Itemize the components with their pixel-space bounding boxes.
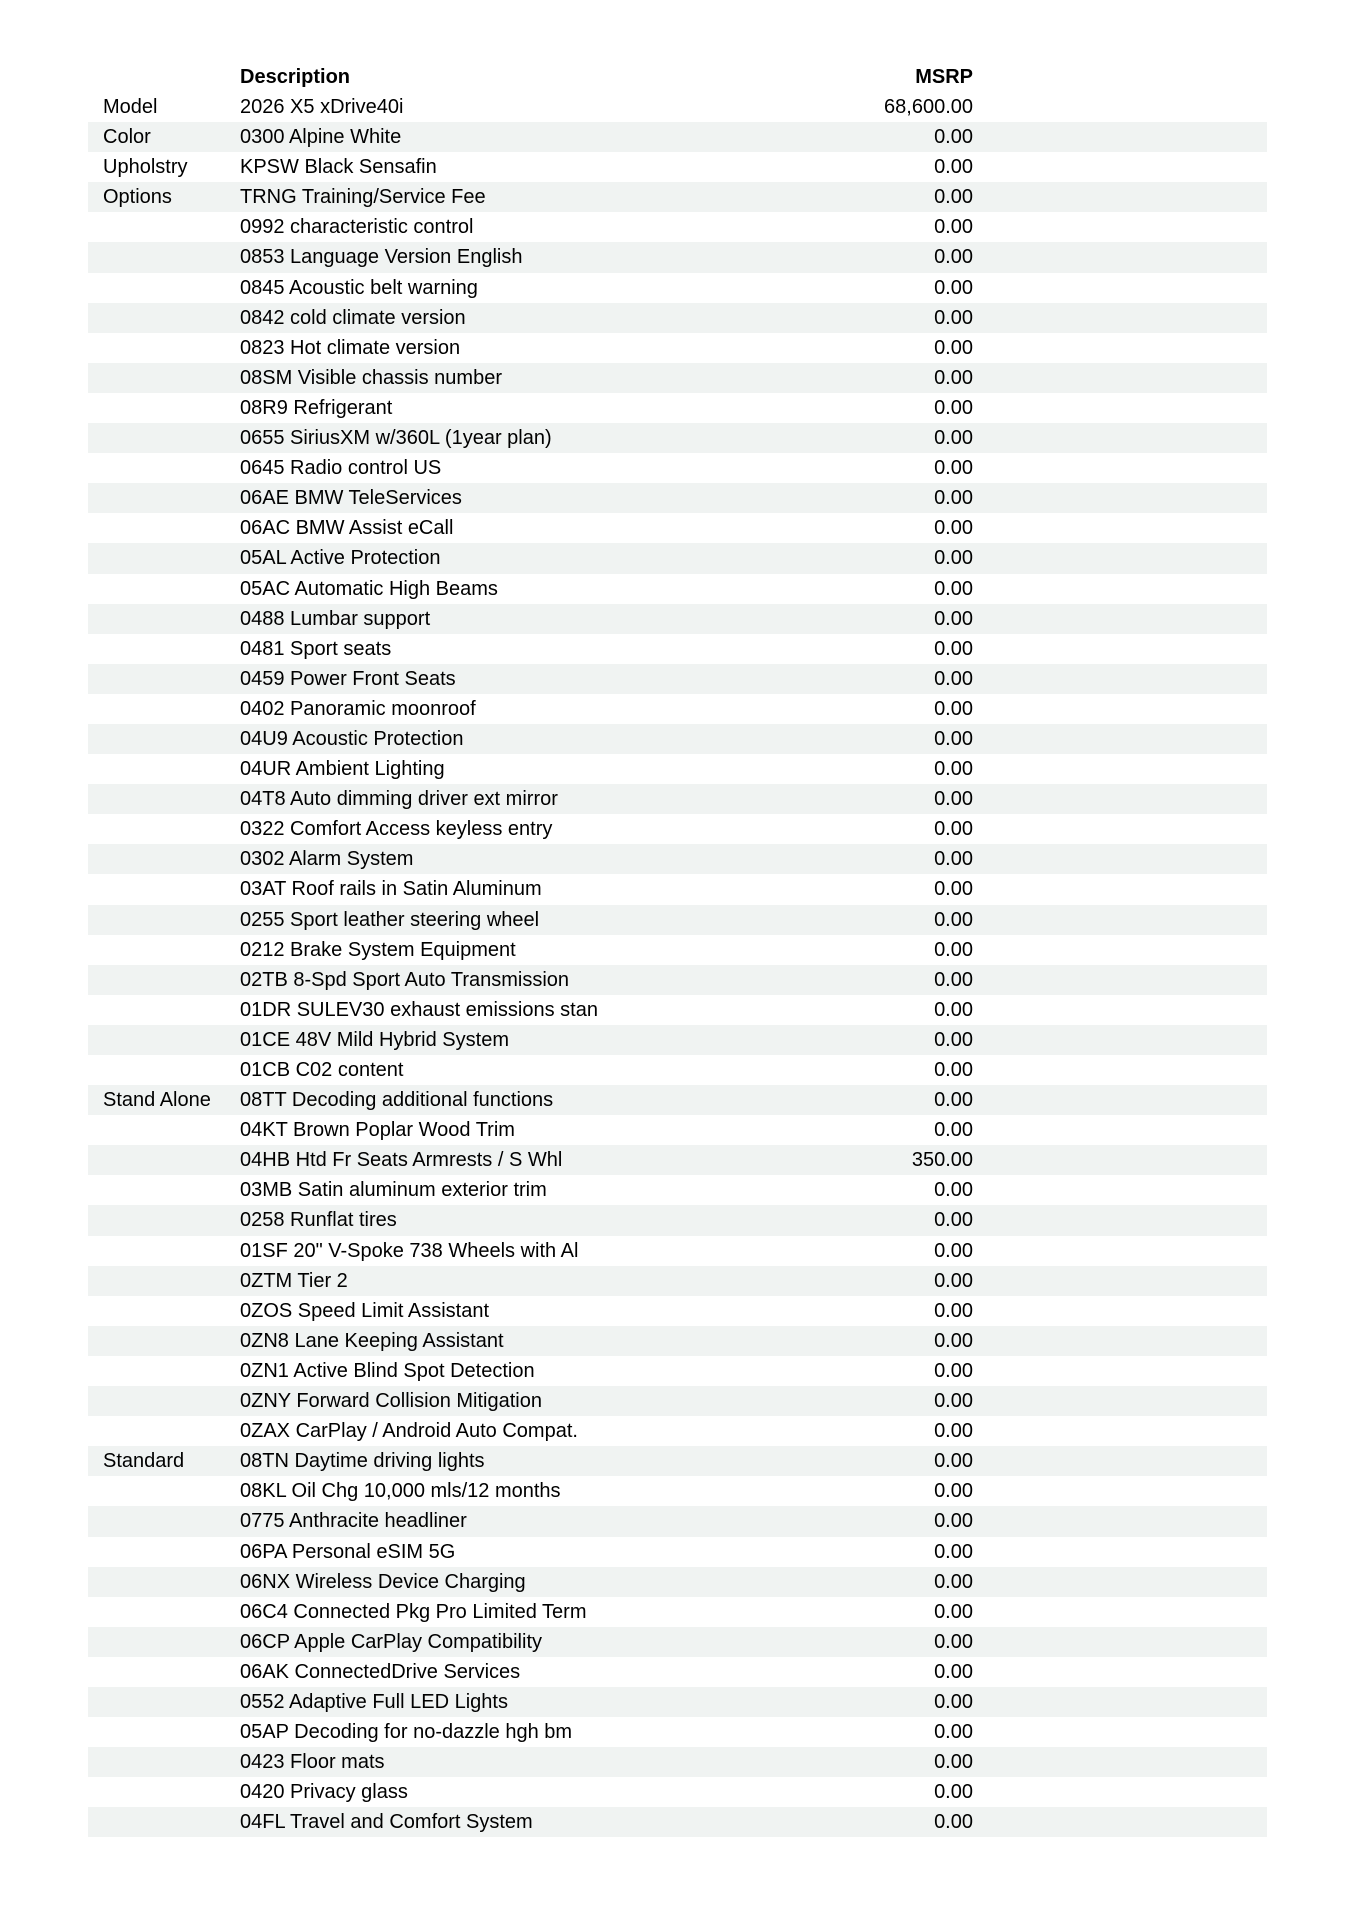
row-category [88,1416,240,1446]
row-description: 02TB 8-Spd Sport Auto Transmission [240,968,570,991]
row-category [88,1055,240,1085]
row-description: 05AL Active Protection [240,547,441,570]
table-row [88,1055,1267,1085]
row-filler [973,363,1267,393]
row-filler [973,814,1267,844]
row-msrp: 0.00 [934,186,973,209]
row-filler [973,634,1267,664]
row-category [88,393,240,423]
row-description: 0402 Panoramic moonroof [240,697,476,720]
row-category [88,574,240,604]
table-row [88,1567,1267,1597]
row-description: 0322 Comfort Access keyless entry [240,818,553,841]
row-category [88,333,240,363]
row-filler [973,995,1267,1025]
row-msrp: 0.00 [934,1329,973,1352]
row-filler [973,604,1267,634]
table-body [88,92,1267,1837]
row-msrp: 0.00 [934,998,973,1021]
row-filler [973,574,1267,604]
row-msrp: 0.00 [934,1510,973,1533]
row-msrp: 0.00 [934,818,973,841]
row-filler [973,1597,1267,1627]
row-category [88,1145,240,1175]
row-msrp: 68,600.00 [884,96,973,118]
table-header-row [88,62,1267,92]
row-category [88,1025,240,1055]
row-msrp: 0.00 [934,487,973,510]
row-msrp: 0.00 [934,1570,973,1593]
table-row [88,1446,1267,1476]
row-filler [973,1175,1267,1205]
table-row [88,1687,1267,1717]
row-category [88,513,240,543]
row-msrp: 0.00 [934,788,973,811]
table-row [88,393,1267,423]
row-description: 0853 Language Version English [240,246,523,269]
table-row [88,754,1267,784]
row-msrp: 0.00 [934,1119,973,1142]
row-category [88,273,240,303]
row-filler [973,182,1267,212]
table-row [88,905,1267,935]
table-row [88,333,1267,363]
row-description: 08TN Daytime driving lights [240,1450,485,1473]
row-filler [973,1657,1267,1687]
row-description: 01SF 20" V-Spoke 738 Wheels with Al [240,1239,579,1262]
row-filler [973,754,1267,784]
row-description: 0481 Sport seats [240,637,392,660]
row-description: 0775 Anthracite headliner [240,1510,467,1533]
row-description: 06AK ConnectedDrive Services [240,1660,521,1683]
row-msrp: 0.00 [934,156,973,179]
row-description: 04KT Brown Poplar Wood Trim [240,1119,515,1142]
table-row [88,1627,1267,1657]
table-row [88,1717,1267,1747]
equipment-pricing-sheet [88,62,1267,1837]
row-description: 0ZTM Tier 2 [240,1269,348,1292]
row-category [88,1326,240,1356]
table-row [88,1416,1267,1446]
row-category [88,724,240,754]
row-category [88,1747,240,1777]
table-row [88,1356,1267,1386]
row-msrp: 0.00 [934,1359,973,1382]
row-description: 0212 Brake System Equipment [240,938,516,961]
row-filler [973,1627,1267,1657]
row-filler [973,784,1267,814]
row-description: 03MB Satin aluminum exterior trim [240,1179,547,1202]
table-row [88,784,1267,814]
row-filler [973,423,1267,453]
row-category: Options [103,186,172,209]
row-msrp: 0.00 [934,1089,973,1112]
table-row [88,92,1267,122]
row-filler [973,152,1267,182]
row-category [88,905,240,935]
row-filler [973,1476,1267,1506]
row-filler [973,874,1267,904]
row-filler [973,543,1267,573]
row-filler [973,513,1267,543]
row-filler [973,1747,1267,1777]
table-row [88,1777,1267,1807]
row-msrp: 0.00 [934,1721,973,1744]
row-filler [973,273,1267,303]
table-row [88,995,1267,1025]
table-row [88,1657,1267,1687]
row-msrp: 0.00 [934,637,973,660]
row-category [88,634,240,664]
table-row [88,1807,1267,1837]
row-msrp: 0.00 [934,1269,973,1292]
row-category [88,1296,240,1326]
row-description: 0ZN1 Active Blind Spot Detection [240,1359,535,1382]
row-description: 0845 Acoustic belt warning [240,276,478,299]
row-msrp: 0.00 [934,306,973,329]
row-msrp: 0.00 [934,878,973,901]
row-description: 0488 Lumbar support [240,607,431,630]
header-category-spacer [88,62,240,92]
table-row [88,1326,1267,1356]
row-description: 08SM Visible chassis number [240,366,502,389]
row-msrp: 0.00 [934,366,973,389]
row-description: 03AT Roof rails in Satin Aluminum [240,878,542,901]
table-row [88,844,1267,874]
row-category [88,423,240,453]
row-msrp: 0.00 [934,216,973,239]
row-category [88,1657,240,1687]
row-description: 06AC BMW Assist eCall [240,517,454,540]
row-category [88,1807,240,1837]
row-category [88,303,240,333]
row-category [88,1506,240,1536]
row-msrp: 0.00 [934,517,973,540]
row-filler [973,1326,1267,1356]
row-category: Stand Alone [103,1089,211,1112]
row-description: 05AP Decoding for no-dazzle hgh bm [240,1721,573,1744]
row-filler [973,242,1267,272]
row-msrp: 0.00 [934,727,973,750]
row-category [88,874,240,904]
row-msrp: 0.00 [934,607,973,630]
table-row [88,1476,1267,1506]
row-category [88,1205,240,1235]
table-row [88,212,1267,242]
row-msrp: 0.00 [934,908,973,931]
table-row [88,1025,1267,1055]
row-category [88,814,240,844]
row-category: Model [103,96,158,118]
row-filler [973,122,1267,152]
row-msrp: 0.00 [934,1420,973,1443]
table-row [88,182,1267,212]
row-description: 0ZOS Speed Limit Assistant [240,1299,490,1322]
row-category [88,453,240,483]
row-msrp: 0.00 [934,1480,973,1503]
row-filler [973,1055,1267,1085]
table-row [88,513,1267,543]
row-msrp: 0.00 [934,246,973,269]
row-description: 0823 Hot climate version [240,336,461,359]
table-row [88,152,1267,182]
row-filler [973,1356,1267,1386]
row-category [88,1597,240,1627]
row-msrp: 0.00 [934,1600,973,1623]
row-filler [973,965,1267,995]
row-msrp: 0.00 [934,1239,973,1262]
row-category [88,543,240,573]
row-filler [973,1717,1267,1747]
row-description: 0300 Alpine White [240,126,402,149]
row-filler [973,1115,1267,1145]
row-filler [973,935,1267,965]
row-filler [973,1205,1267,1235]
row-msrp: 0.00 [934,396,973,419]
row-category [88,1627,240,1657]
row-msrp: 0.00 [934,1540,973,1563]
row-category [88,242,240,272]
row-filler [973,724,1267,754]
table-row [88,1145,1267,1175]
row-msrp: 0.00 [934,1450,973,1473]
row-category: Standard [103,1450,185,1473]
row-description: 06NX Wireless Device Charging [240,1570,526,1593]
row-description: 08KL Oil Chg 10,000 mls/12 months [240,1480,561,1503]
row-category [88,483,240,513]
row-msrp: 0.00 [934,577,973,600]
table-row [88,122,1267,152]
row-category [88,1356,240,1386]
row-description: 0ZN8 Lane Keeping Assistant [240,1329,504,1352]
row-filler [973,844,1267,874]
row-msrp: 0.00 [934,1028,973,1051]
row-category [88,1386,240,1416]
row-msrp: 0.00 [934,758,973,781]
row-category: Upholstry [103,156,188,179]
row-category [88,1717,240,1747]
row-description: 01DR SULEV30 exhaust emissions stan [240,998,598,1021]
row-description: 04T8 Auto dimming driver ext mirror [240,788,558,811]
row-msrp: 0.00 [934,1690,973,1713]
row-description: 0552 Adaptive Full LED Lights [240,1690,508,1713]
row-filler [973,1296,1267,1326]
row-filler [973,1446,1267,1476]
row-description: 04UR Ambient Lighting [240,758,445,781]
row-category [88,1266,240,1296]
row-msrp: 0.00 [934,1179,973,1202]
row-description: 05AC Automatic High Beams [240,577,498,600]
row-msrp: 0.00 [934,1781,973,1804]
row-filler [973,905,1267,935]
row-description: 0423 Floor mats [240,1751,385,1774]
row-msrp: 0.00 [934,547,973,570]
row-filler [973,1807,1267,1837]
row-description: 08TT Decoding additional functions [240,1089,554,1112]
table-row [88,1597,1267,1627]
row-category [88,694,240,724]
row-description: 0655 SiriusXM w/360L (1year plan) [240,427,552,450]
row-filler [973,453,1267,483]
row-description: 0420 Privacy glass [240,1781,408,1804]
table-row [88,242,1267,272]
row-filler [973,1567,1267,1597]
table-row [88,1205,1267,1235]
table-row [88,1506,1267,1536]
row-msrp: 0.00 [934,1811,973,1834]
row-filler [973,1386,1267,1416]
row-msrp: 0.00 [934,336,973,359]
table-row [88,1266,1267,1296]
row-msrp: 0.00 [934,276,973,299]
row-category [88,604,240,634]
table-row [88,483,1267,513]
table-row [88,664,1267,694]
table-row [88,724,1267,754]
row-description: 04HB Htd Fr Seats Armrests / S Whl [240,1149,563,1172]
table-row [88,604,1267,634]
row-category [88,995,240,1025]
row-filler [973,1506,1267,1536]
row-filler [973,1266,1267,1296]
row-description: 01CE 48V Mild Hybrid System [240,1028,509,1051]
row-description: 0992 characteristic control [240,216,474,239]
row-description: TRNG Training/Service Fee [240,186,486,209]
row-filler [973,664,1267,694]
row-msrp: 0.00 [934,697,973,720]
row-description: KPSW Black Sensafin [240,156,437,179]
row-description: 0645 Radio control US [240,457,442,480]
table-row [88,814,1267,844]
row-filler [973,212,1267,242]
row-filler [973,1416,1267,1446]
row-category [88,664,240,694]
row-description: 04U9 Acoustic Protection [240,727,464,750]
row-category [88,1777,240,1807]
row-msrp: 350.00 [911,1149,973,1172]
row-category [88,754,240,784]
row-description: 08R9 Refrigerant [240,396,393,419]
row-msrp: 0.00 [934,848,973,871]
row-description: 0302 Alarm System [240,848,414,871]
row-msrp: 0.00 [934,968,973,991]
row-msrp: 0.00 [934,667,973,690]
table-row [88,574,1267,604]
row-filler [973,1777,1267,1807]
table-row [88,363,1267,393]
table-row [88,453,1267,483]
row-description: 0842 cold climate version [240,306,466,329]
row-filler [973,1537,1267,1567]
row-category [88,965,240,995]
row-category [88,844,240,874]
row-msrp: 0.00 [934,126,973,149]
row-msrp: 0.00 [934,1209,973,1232]
row-msrp: 0.00 [934,1751,973,1774]
row-category [88,935,240,965]
row-description: 0255 Sport leather steering wheel [240,908,540,931]
row-description: 06PA Personal eSIM 5G [240,1540,456,1563]
table-row [88,1236,1267,1266]
row-filler [973,333,1267,363]
table-row [88,874,1267,904]
row-description: 0ZNY Forward Collision Mitigation [240,1390,542,1413]
table-row [88,1175,1267,1205]
row-filler [973,1025,1267,1055]
table-row [88,965,1267,995]
row-description: 0ZAX CarPlay / Android Auto Compat. [240,1420,578,1443]
table-row [88,1296,1267,1326]
row-filler [973,1687,1267,1717]
table-row [88,694,1267,724]
row-category [88,784,240,814]
table-row [88,1085,1267,1115]
row-filler [973,1085,1267,1115]
row-filler [973,393,1267,423]
row-filler [973,1236,1267,1266]
row-msrp: 0.00 [934,1660,973,1683]
table-row [88,273,1267,303]
row-description: 0258 Runflat tires [240,1209,397,1232]
row-msrp: 0.00 [934,1059,973,1081]
table-row [88,634,1267,664]
row-msrp: 0.00 [934,1630,973,1653]
header-msrp: MSRP [915,66,973,88]
row-category [88,1115,240,1145]
table-row [88,1537,1267,1567]
row-msrp: 0.00 [934,1299,973,1322]
row-msrp: 0.00 [934,938,973,961]
table-row [88,423,1267,453]
row-description: 2026 X5 xDrive40i [240,96,404,118]
row-filler [973,303,1267,333]
table-row [88,543,1267,573]
row-category [88,1567,240,1597]
table-row [88,303,1267,333]
row-msrp: 0.00 [934,427,973,450]
row-category [88,212,240,242]
row-filler [973,694,1267,724]
row-category [88,1236,240,1266]
table-row [88,935,1267,965]
row-msrp: 0.00 [934,457,973,480]
table-row [88,1747,1267,1777]
row-category [88,1537,240,1567]
header-description: Description [240,66,351,88]
row-filler [973,92,1267,122]
row-category [88,1476,240,1506]
row-description: 06C4 Connected Pkg Pro Limited Term [240,1600,587,1623]
row-filler [973,1145,1267,1175]
row-description: 04FL Travel and Comfort System [240,1811,533,1834]
row-description: 01CB C02 content [240,1059,404,1081]
row-category: Color [103,126,151,149]
table-row [88,1115,1267,1145]
row-filler [973,483,1267,513]
row-description: 06AE BMW TeleServices [240,487,462,510]
header-filler [973,62,1267,92]
table-row [88,1386,1267,1416]
row-category [88,363,240,393]
row-category [88,1687,240,1717]
row-msrp: 0.00 [934,1390,973,1413]
row-description: 0459 Power Front Seats [240,667,456,690]
row-description: 06CP Apple CarPlay Compatibility [240,1630,543,1653]
row-category [88,1175,240,1205]
